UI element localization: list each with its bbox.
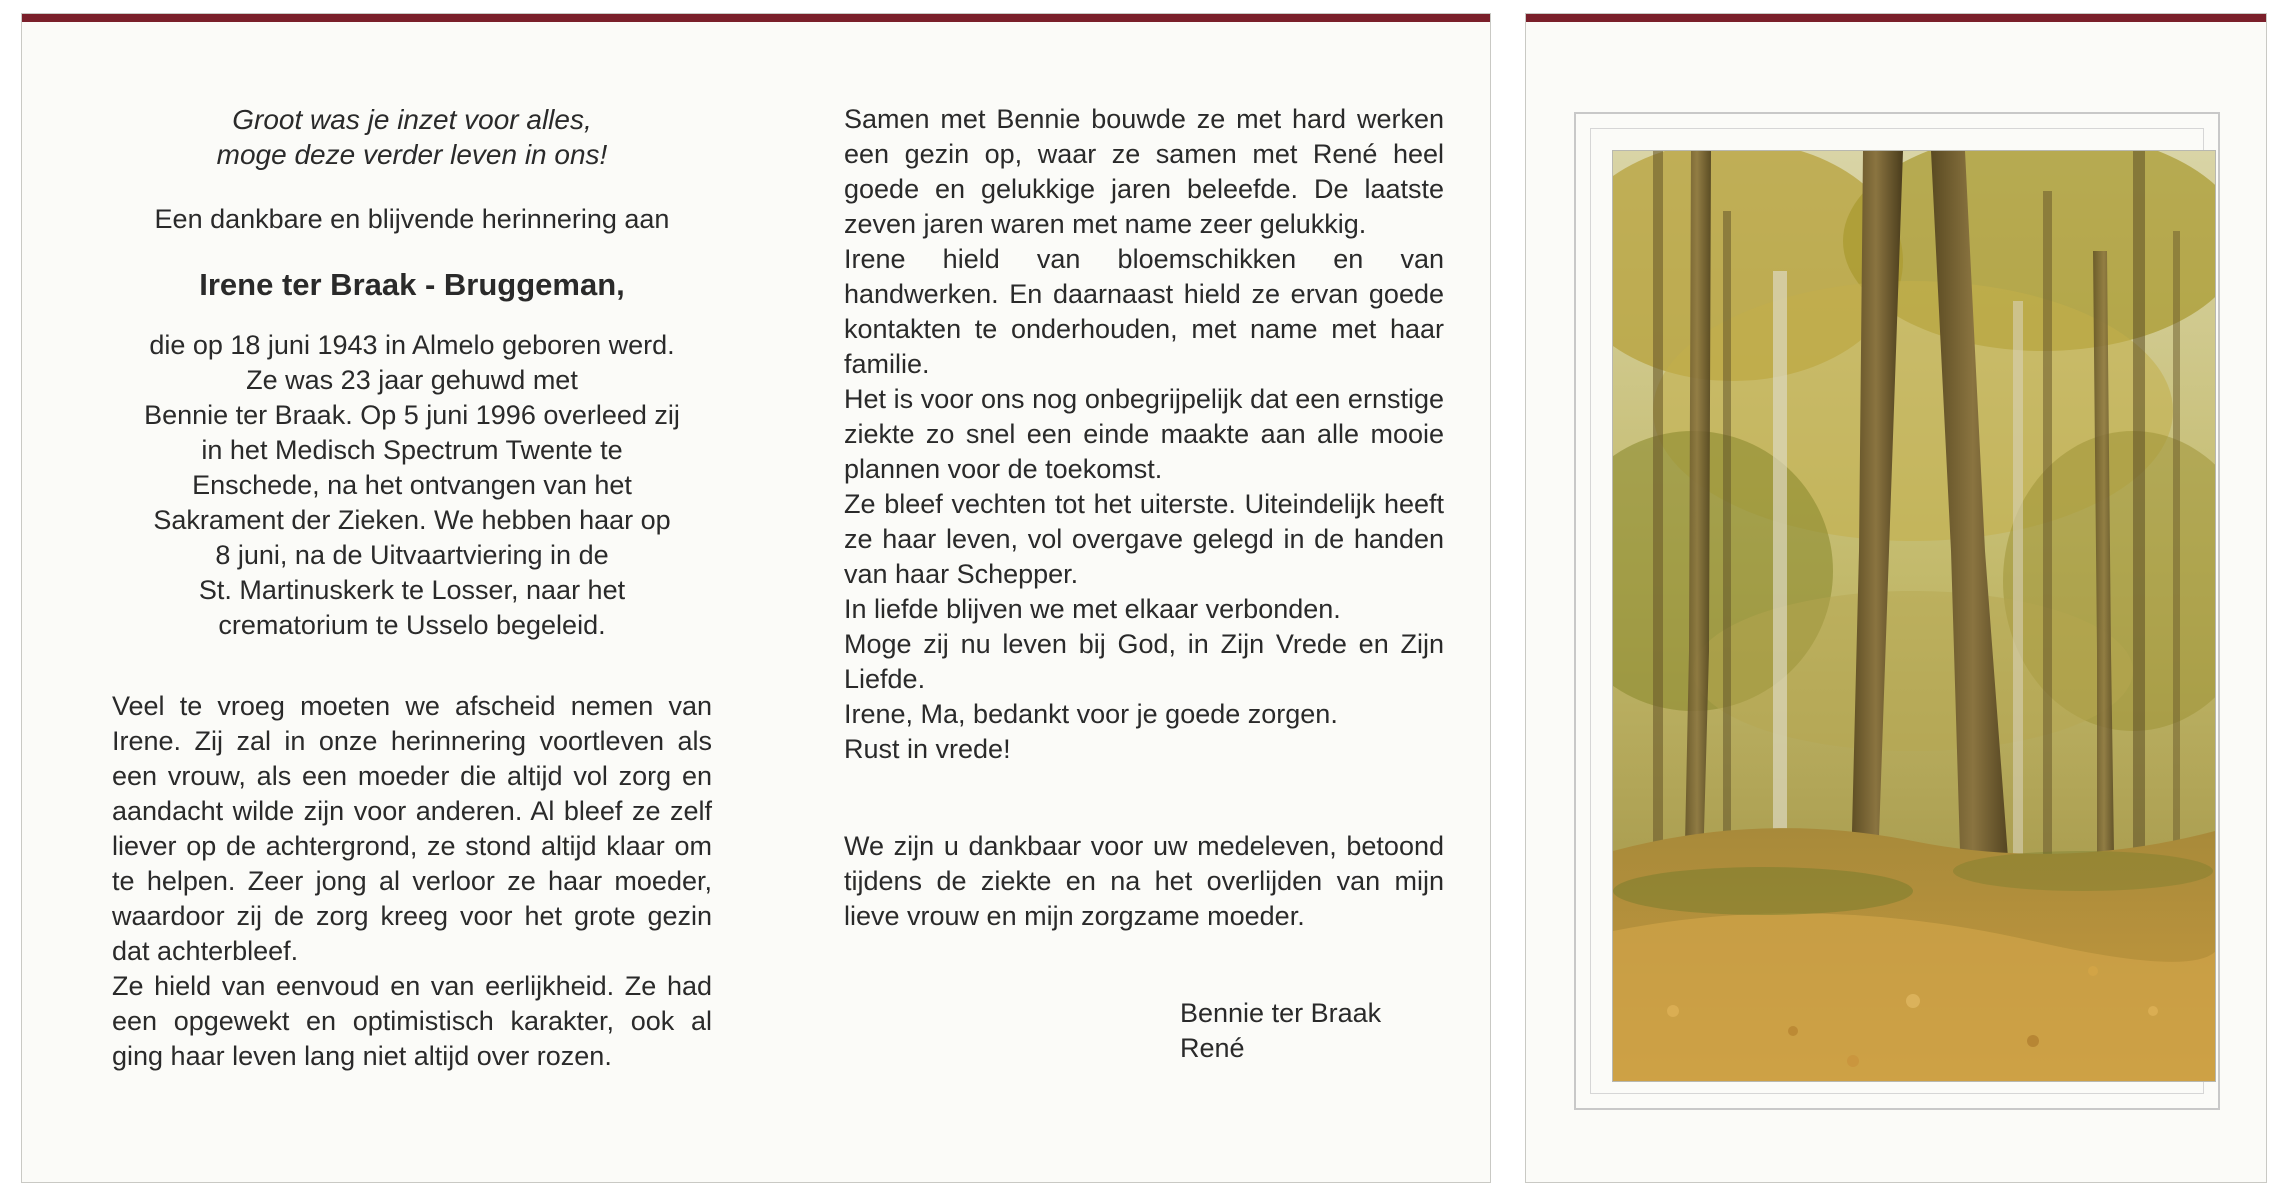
intro-text: Een dankbare en blijvende herinnering aan — [154, 204, 670, 234]
bio-line: Ze was 23 jaar gehuwd met — [246, 365, 578, 395]
thanks-paragraph: We zijn u dankbaar voor uw medeleven, betoond tijdens de ziekte en na het overlijden van mijn lieve vrouw en mijn zorgzame moeder. — [844, 831, 1444, 931]
biography — [112, 328, 712, 643]
story-paragraph-4: Ze bleef vechten tot het uiterste. Uiteindelijk heeft ze haar leven, vol overgave gelegd in de handen van haar Schepper. — [844, 489, 1444, 589]
memorial-card-cover — [1526, 14, 2266, 1182]
deceased-name: Irene ter Braak - Bruggeman, — [199, 267, 625, 302]
story-paragraph-1: Samen met Bennie bouwde ze met hard werken een gezin op, waar ze samen met René heel goede en gelukkige jaren beleefde. De laatste zeven jaren waren met name zeer gelukkig. — [844, 104, 1444, 239]
bio-line: Enschede, na het ontvangen van het — [192, 470, 632, 500]
signature — [1180, 996, 1444, 1066]
bio-line: 8 juni, na de Uitvaartviering in de — [215, 540, 609, 570]
story-paragraph-8: Rust in vrede! — [844, 734, 1011, 764]
bio-line: die op 18 juni 1943 in Almelo geboren werd. — [149, 330, 675, 360]
tribute-paragraph-2: Ze hield van eenvoud en van eerlijkheid. Ze had een opgewekt en optimistisch karakter, ook al ging haar leven lang niet altijd over rozen. — [112, 971, 712, 1071]
bio-line: crematorium te Usselo begeleid. — [218, 610, 606, 640]
bio-line: Sakrament der Zieken. We hebben haar op — [153, 505, 671, 535]
left-text-column — [112, 102, 712, 1074]
motto-line-1: Groot was je inzet voor alles, — [232, 104, 592, 135]
story-paragraph-7: Irene, Ma, bedankt voor je goede zorgen. — [844, 699, 1338, 729]
signature-line-1: Bennie ter Braak — [1180, 998, 1382, 1028]
bio-line: Bennie ter Braak. Op 5 juni 1996 overleed zij — [144, 400, 680, 430]
motto-line-2: moge deze verder leven in ons! — [216, 139, 608, 170]
autumn-forest-photo — [1612, 150, 2216, 1082]
bio-line: in het Medisch Spectrum Twente te — [201, 435, 623, 465]
bio-line: St. Martinuskerk te Losser, naar het — [198, 575, 626, 605]
signature-line-2: René — [1180, 1033, 1245, 1063]
story-paragraph-2: Irene hield van bloemschikken en van handwerken. En daarnaast hield ze ervan goede kontakten te onderhouden, met name met haar familie. — [844, 244, 1444, 379]
story-paragraph-3: Het is voor ons nog onbegrijpelijk dat een ernstige ziekte zo snel een einde maakte aan alle mooie plannen voor de toekomst. — [844, 384, 1444, 484]
story-paragraph-6: Moge zij nu leven bij God, in Zijn Vrede en Zijn Liefde. — [844, 629, 1444, 694]
story-paragraph-5: In liefde blijven we met elkaar verbonden. — [844, 594, 1341, 624]
right-text-column — [844, 102, 1444, 1066]
tribute-paragraph-1: Veel te vroeg moeten we afscheid nemen van Irene. Zij zal in onze herinnering voortleven als een vrouw, als een moeder die altijd vol zorg en aandacht wilde zijn voor anderen. Al bleef ze zelf liever op de achtergrond, ze stond altijd klaar om te helpen. Zeer jong al verloor ze haar moeder, waardoor zij de zorg kreeg voor het grote gezin dat achterbleef. — [112, 691, 712, 966]
memorial-card-inner-spread — [22, 14, 1490, 1182]
motto — [112, 102, 712, 172]
